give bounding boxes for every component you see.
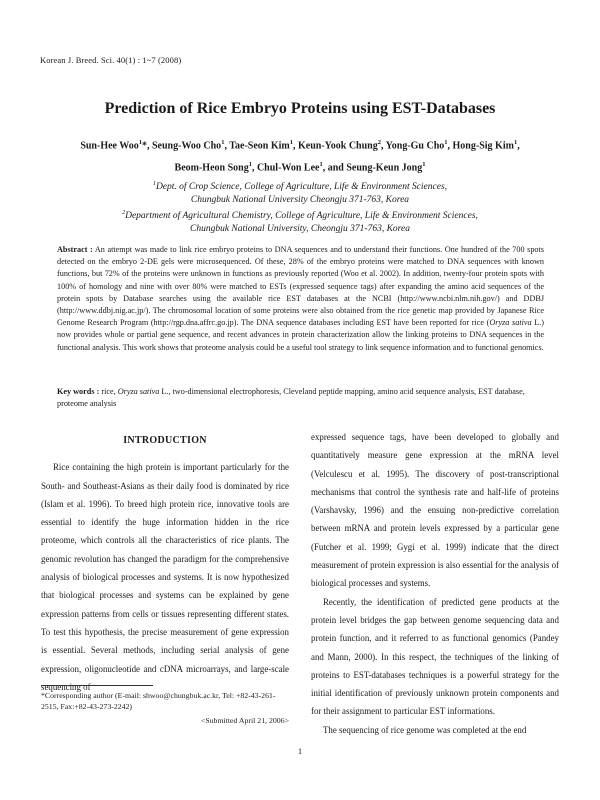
species-name: Oryza sativa <box>117 387 160 396</box>
author-affiliation-mark: 1 <box>138 139 142 146</box>
affiliation-line: Chungbuk National University, Cheongju 371-763, Korea <box>190 224 410 235</box>
journal-citation: Korean J. Breed. Sci. 40(1) : 1~7 (2008) <box>40 55 182 65</box>
author-name: Seung-Keun Jong <box>346 162 423 174</box>
body-paragraph: Recently, the identification of predicted gene products at the protein level bridges the gap between genome sequencing data and protein function, and it referred to as functional genomics (Pandey and Mann, 2000). In this respect, the techniques of the linking of proteins to EST-databases techniques is a powerful strategy for the initial identification of previously unknown protein components and for their assignment to particular EST informations. <box>311 596 559 717</box>
section-heading: INTRODUCTION <box>123 435 207 446</box>
affiliation-mark: 2 <box>122 210 126 217</box>
author-name: Beom-Heon Song <box>174 162 249 174</box>
left-column <box>41 430 289 696</box>
author-affiliation-mark: 1 <box>513 139 518 146</box>
body-paragraph: expressed sequence tags, have been developed to globally and quantitatively measure gene expression at the mRNA level (Velculescu et al. 1995). The discovery of post-transcriptional mechanisms that control the synthesis rate and half-life of proteins (Varshavsky, 1996) and the ensuing non-predictive correlation between mRNA and protein levels expressed by a particular gene (Futcher et al. 1999; Gygi et al. 1999) indicate that the direct measurement of protein expression is also essential for the analysis of biological processes and systems. <box>311 432 559 589</box>
affiliations <box>40 178 560 236</box>
affiliation-line: Chungbuk National University Cheongju 371-763, Korea <box>190 195 410 206</box>
right-column <box>311 428 559 739</box>
species-name: Oryza sativa <box>489 318 532 328</box>
author-affiliation-mark: 1 <box>248 161 252 169</box>
page-number: 1 <box>297 746 303 756</box>
footnote-rule <box>41 685 153 686</box>
author-affiliation-mark: 1 <box>444 139 448 146</box>
corresponding-mark: * <box>142 140 147 152</box>
abstract-text: L.) now provides whole or partial gene sequence, and recent advances in protein characterization allow the linking proteins to DNA sequences in the functional analysis. This work shows that proteome analysis could be a useful tool strategy to link sequence information and to functional genomics. <box>57 318 544 352</box>
paper-title: Prediction of Rice Embryo Proteins using EST-Databases <box>104 100 496 117</box>
abstract-text: An attempt was made to link rice embryo proteins to DNA sequences and to understand their functions. One hundred of the 700 spots detected on the embryo 2-DE gels were microsequenced. Of these, 28% of the embryo proteins were matched to DNA sequences with known functions, but 72% of the proteins were unknown in functions as previously reported (Woo et al. 2002). In addition, twenty-four protein spots with 100% of homology and nine with over 80% were matched to ESTs (expressed sequence tags) after expanding the amino acid sequences of the protein spots by Database searches using the available rice EST databases at the NCBI (http://www.ncbi.nlm.nih.gov/) and DDBJ (http://www.ddbj.nig.ac.jp/). The chromosomal location of some proteins were also obtained from the rice genetic map provided by Japanese Rice Genome Research Program (http://rgp.dna.affrc.go.jp). The DNA sequence databases including EST have been reported for rice ( <box>57 245 544 328</box>
author-name: Seung-Woo Cho <box>152 140 222 152</box>
affiliation-line: Dept. of Crop Science, College of Agriculture, Life & Environment Sciences, <box>155 182 448 193</box>
body-paragraph: Rice containing the high protein is important particularly for the South- and Southeast-Asians as their daily food is dominated by rice (Islam et al. 1996). To breed high protein rice, innovative tools are essential to identify the huge information hidden in the rice proteome, which controls all the characteristics of rice plants. The genomic revolution has changed the paradigm for the comprehensive analysis of biological processes and systems. It is now hypothesized that biological processes and systems can be explained by gene expression patterns from cells or tissues representing different states. To test this hypothesis, the precise measurement of gene expression is essential. Several methods, including serial analysis of gene expression, oligonucleotide and cDNA microarrays, and large-scale sequencing of <box>41 462 289 692</box>
author-affiliation-mark: 1 <box>289 139 293 146</box>
author-name: Chul-Won Lee <box>256 162 320 174</box>
keywords-text: rice, <box>99 387 118 396</box>
author-affiliation-mark: 1 <box>319 161 323 169</box>
keywords <box>57 386 544 410</box>
author-affiliation-mark: 1 <box>422 161 426 169</box>
keywords-label: Key words : <box>57 387 100 396</box>
keywords-text: L., two-dimensional electrophoresis, Cleveland peptide mapping, amino acid sequence analysis, EST database, proteome analysis <box>57 387 525 409</box>
author-name: Yong-Gu Cho <box>385 140 445 152</box>
abstract <box>57 244 544 354</box>
submission-date: <Submitted April 21, 2006> <box>200 716 289 725</box>
author-name: Tae-Seon Kim <box>229 140 290 152</box>
body-paragraph: The sequencing of rice genome was completed at the end <box>323 724 527 735</box>
author-name: Keun-Yook Chung <box>297 140 378 152</box>
author-affiliation-mark: 2 <box>377 139 381 146</box>
abstract-label: Abstract : <box>57 245 93 254</box>
corresponding-author-footnote: *Corresponding author (E-mail: shwoo@chungbuk.ac.kr, Tel: +82-43-261-2515, Fax:+82-43-273-2242) <box>41 691 276 711</box>
affiliation-mark: 1 <box>152 181 156 187</box>
author-list: Sun-Hee Woo$^1$*, Seung-Woo Cho$^1$, Tae-Seon Kim$^1$, Keun-Yook Chung$^2$, Yong-Gu Cho$^1$, Hong-Sig Kim$^1$, Beom-Heon Song$^1$, Chul-Won Lee$^1$, and Seung-Keun Jong$^1$ <box>80 139 520 174</box>
affiliation-line: Department of Agricultural Chemistry, College of Agriculture, Life & Environment Sciences, <box>125 211 478 222</box>
author-affiliation-mark: 1 <box>221 139 225 146</box>
author-name: Sun-Hee Woo <box>80 140 139 152</box>
author-name: Hong-Sig Kim <box>452 140 514 152</box>
